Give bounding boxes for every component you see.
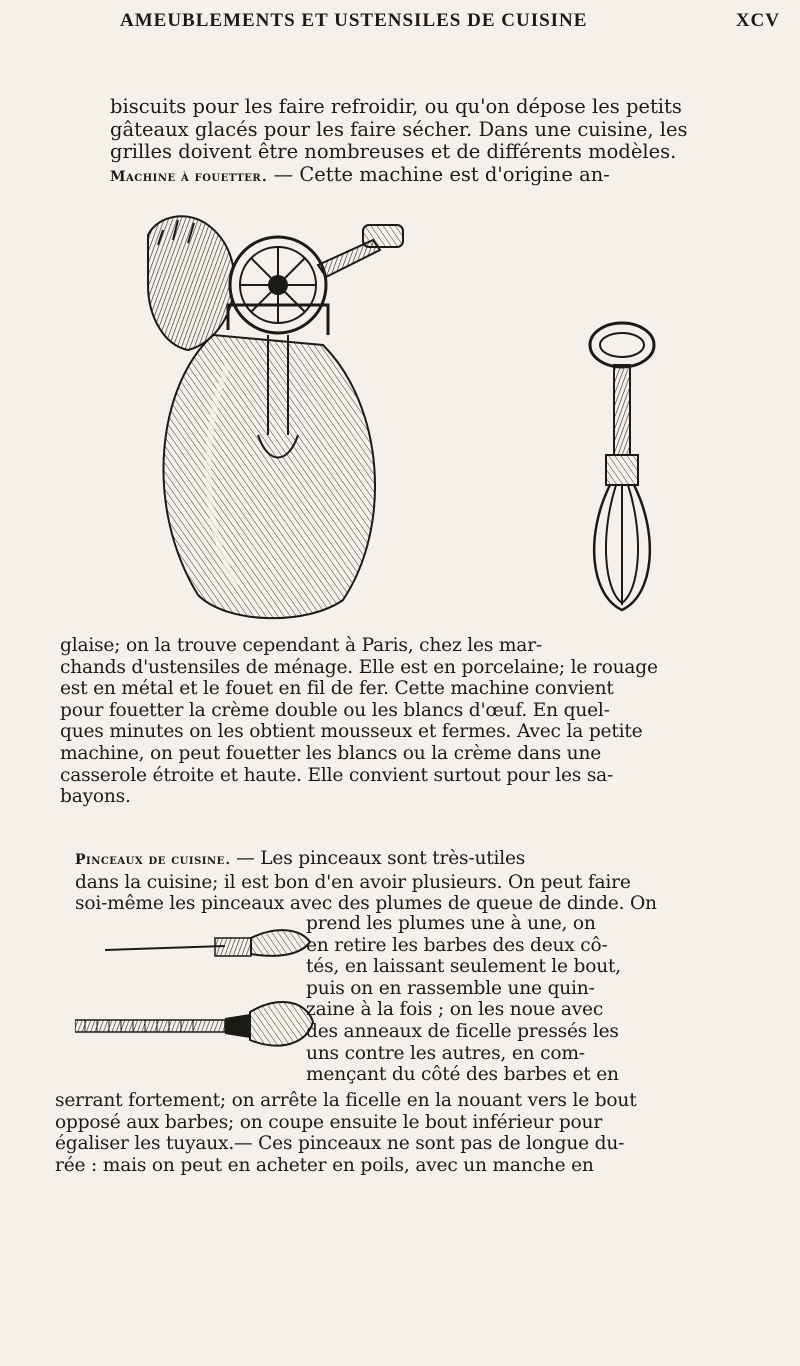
text-line: soi-même les pinceaux avec des plumes de queue de dinde. On (75, 893, 657, 915)
text-line: serrant fortement; on arrête la ficelle en la nouant vers le bout (55, 1090, 637, 1111)
text-line: gâteaux glacés pour les faire sécher. Dans une cuisine, les (110, 118, 688, 141)
text-line: glaise; on la trouve cependant à Paris, chez les mar- (60, 635, 542, 656)
text-line: ques minutes on les obtient mousseux et fermes. Avec la petite (60, 721, 643, 743)
pinceaux-heading-line (75, 848, 790, 872)
text-line: tés, en laissant seulement le bout, (306, 956, 622, 978)
text-line: uns contre les autres, en com- (306, 1042, 585, 1064)
text-line: casserole étroite et haute. Elle convient surtout pour les sa- (60, 764, 614, 786)
whisk-machine-engraving-icon (118, 205, 418, 625)
text-line: grilles doivent être nombreuses et de différents modèles. (110, 141, 677, 163)
text-line: pour fouetter la crème double ou les blancs d'œuf. En quel- (60, 699, 610, 721)
text-line: machine, on peut fouetter les blancs ou la crème dans une (60, 742, 602, 764)
text-line: . — Cette machine est d'origine an- (261, 163, 610, 186)
pinceaux-paragraph-top (75, 848, 790, 915)
running-title: AMEUBLEMENTS ET USTENSILES DE CUISINE (120, 10, 588, 31)
text-line: chands d'ustensiles de ménage. Elle est en porcelaine; le rouage (60, 656, 658, 678)
text-line: est en métal et le fouet en fil de fer. Cette machine convient (60, 678, 614, 700)
page-number: XCV (735, 10, 780, 31)
text-line: rée : mais on peut en acheter en poils, avec un manche en (55, 1154, 594, 1176)
machine-heading-line (110, 164, 785, 189)
text-line: égaliser les tuyaux.— Ces pinceaux ne sont pas de longue du- (55, 1133, 625, 1155)
text-line: puis on en rassemble une quin- (306, 977, 595, 999)
text-line: mençant du côté des barbes et en (306, 1064, 619, 1086)
text-line: bayons. (60, 786, 131, 808)
text-line: prend les plumes une à une, on (306, 913, 596, 934)
text-line: opposé aux barbes; on coupe ensuite le bout inférieur pour (55, 1111, 603, 1133)
pinceaux-paragraph-end (55, 1090, 790, 1176)
small-whisk-engraving-icon (570, 305, 680, 625)
intro-paragraph (110, 96, 785, 188)
text-line: biscuits pour les faire refroidir, ou qu'on dépose les petits (110, 96, 682, 118)
pastry-brush-engraving-icon (75, 922, 315, 1072)
text-line: zaine à la fois ; on les noue avec (306, 999, 604, 1021)
text-line: dans la cuisine; il est bon d'en avoir plusieurs. On peut faire (75, 871, 631, 893)
text-line: en retire les barbes des deux cô- (306, 934, 608, 956)
text-line: des anneaux de ficelle pressés les (306, 1020, 619, 1042)
pinceaux-paragraph-narrow (306, 913, 790, 1086)
section-heading: Machine à fouetter (110, 168, 262, 185)
text-line: . — Les pinceaux sont très-utiles (224, 848, 526, 869)
machine-paragraph (60, 635, 790, 808)
section-heading: Pinceaux de cuisine (75, 852, 225, 868)
